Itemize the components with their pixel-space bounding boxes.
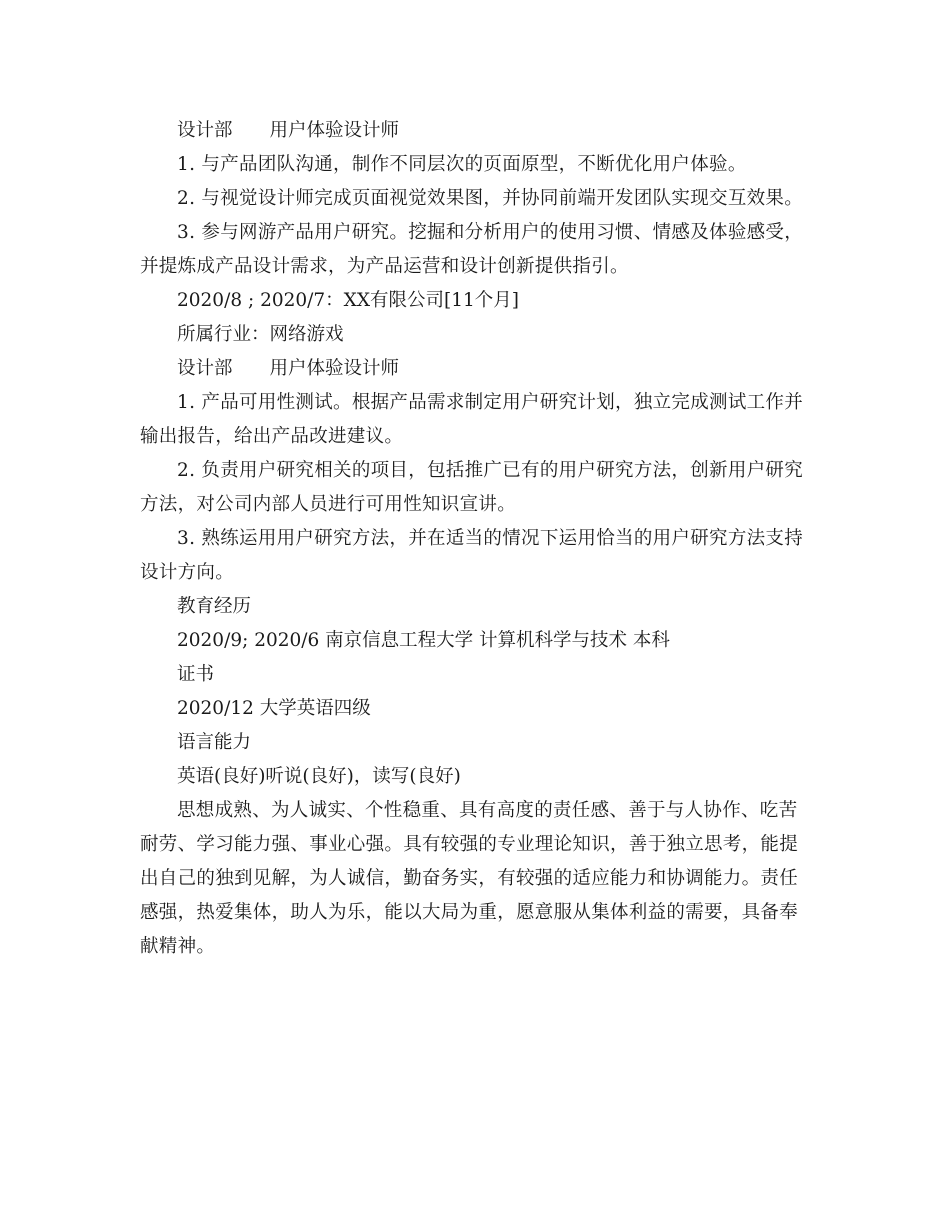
job-2-period: 2020/8 ; 2020/7：XX有限公司[11个月] bbox=[177, 290, 519, 311]
education-entry: 2020/9; 2020/6 南京信息工程大学 计算机科学与技术 本科 bbox=[177, 630, 670, 651]
resume-page bbox=[140, 114, 812, 964]
job-1-dept-title bbox=[140, 114, 812, 148]
certificates-heading: 证书 bbox=[177, 664, 215, 685]
job-2-dept-title bbox=[140, 352, 812, 386]
job-2-industry: 所属行业：网络游戏 bbox=[177, 324, 344, 345]
job-2-duty-2: 2. 负责用户研究相关的项目，包括推广已有的用户研究方法，创新用户研究方法，对公司内部人员进行可用性知识宣讲。 bbox=[140, 460, 804, 515]
job-1-title: 用户体验设计师 bbox=[269, 120, 400, 141]
job-1-duty-3: 3. 参与网游产品用户研究。挖掘和分析用户的使用习惯、情感及体验感受，并提炼成产品设计需求，为产品运营和设计创新提供指引。 bbox=[140, 222, 804, 277]
job-1-dept: 设计部 bbox=[177, 120, 233, 141]
job-2-dept: 设计部 bbox=[177, 358, 233, 379]
job-2-duty-3: 3. 熟练运用用户研究方法，并在适当的情况下运用恰当的用户研究方法支持设计方向。 bbox=[140, 528, 804, 583]
job-1-duty-2: 2. 与视觉设计师完成页面视觉效果图，并协同前端开发团队实现交互效果。 bbox=[177, 188, 804, 209]
job-1-duty-1: 1. 与产品团队沟通，制作不同层次的页面原型，不断优化用户体验。 bbox=[177, 154, 747, 175]
job-2-title: 用户体验设计师 bbox=[269, 358, 400, 379]
job-2-duty-1: 1. 产品可用性测试。根据产品需求制定用户研究计划，独立完成测试工作并输出报告，给出产品改进建议。 bbox=[140, 392, 804, 447]
certificates-entry: 2020/12 大学英语四级 bbox=[177, 698, 371, 719]
self-evaluation: 思想成熟、为人诚实、个性稳重、具有高度的责任感、善于与人协作、吃苦耐劳、学习能力强、事业心强。具有较强的专业理论知识，善于独立思考，能提出自己的独到见解，为人诚信，勤奋务实，有较强的适应能力和协调能力。责任感强，热爱集体，助人为乐，能以大局为重，愿意服从集体利益的需要，具备奉献精神。 bbox=[140, 800, 799, 957]
languages-entry: 英语(良好)听说(良好)，读写(良好) bbox=[177, 766, 461, 787]
languages-heading: 语言能力 bbox=[177, 732, 252, 753]
education-heading: 教育经历 bbox=[177, 596, 252, 617]
